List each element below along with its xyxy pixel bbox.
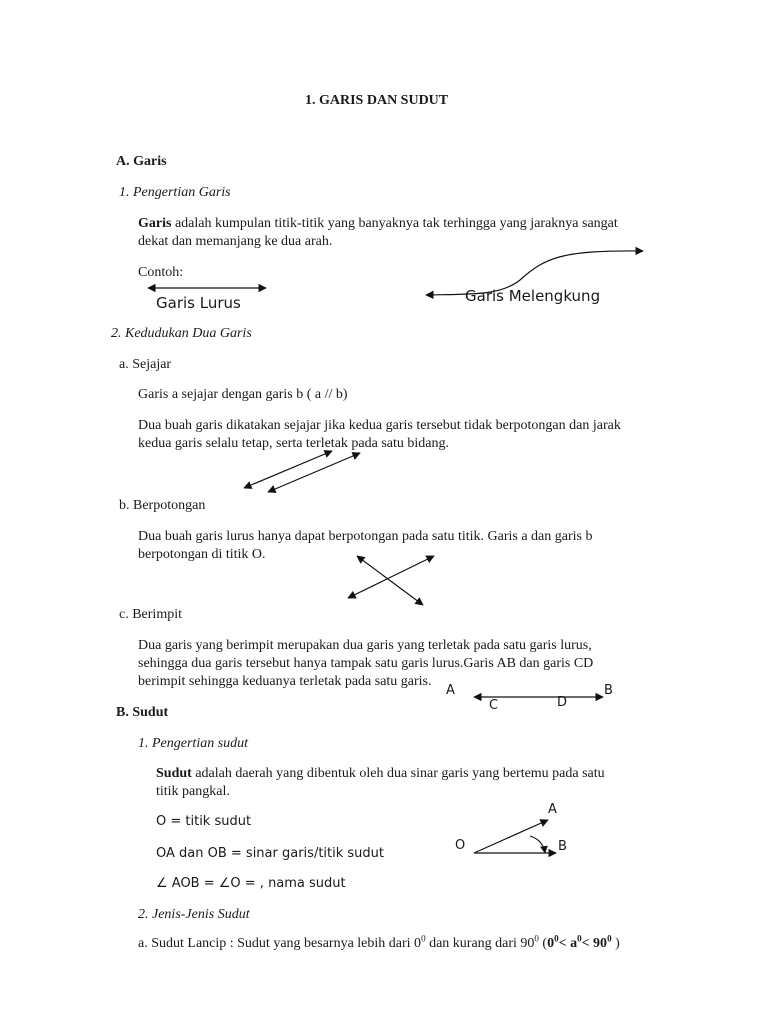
sejajar-text-2: Dua buah garis dikatakan sejajar jika kedua garis tersebut tidak berpotongan dan jarak: [138, 418, 621, 433]
ray-oa: [474, 820, 548, 853]
nama-sudut-text: ∠ AOB = ∠O = , nama sudut: [156, 876, 346, 891]
angle-point-a-label: A: [548, 802, 557, 817]
sejajar-text-1: Garis a sejajar dengan garis b ( a // b): [138, 387, 348, 402]
titik-sudut-text: O = titik sudut: [156, 814, 252, 829]
subheading-kedudukan-dua-garis: 2. Kedudukan Dua Garis: [111, 326, 252, 341]
parallel-line-a: [244, 451, 332, 488]
berpotongan-text-1: Dua buah garis lurus hanya dapat berpotongan pada satu titik. Garis a dan garis b: [138, 529, 593, 544]
page-title: 1. GARIS DAN SUDUT: [305, 93, 449, 108]
point-b-label: B: [604, 683, 613, 698]
angle-arc: [530, 836, 545, 853]
berpotongan-text-2: berpotongan di titik O.: [138, 547, 266, 562]
sejajar-label: a. Sejajar: [119, 357, 172, 372]
berimpit-text-3: berimpit sehingga keduanya terletak pada satu garis.: [138, 674, 432, 689]
lancip-sup-90: 0: [534, 933, 539, 944]
point-c-label: C: [489, 698, 499, 713]
lancip-paren-close: ): [611, 936, 620, 951]
garis-definition-text: adalah kumpulan titik-titik yang banyaknya tak terhingga yang jaraknya sangat: [171, 216, 618, 231]
sejajar-text-3: kedua garis selalu tetap, serta terletak pada satu bidang.: [138, 436, 449, 451]
point-a-label: A: [446, 683, 455, 698]
section-heading-garis: A. Garis: [116, 154, 167, 169]
lancip-text: a. Sudut Lancip : Sudut yang besarnya lebih dari 0: [138, 936, 422, 951]
berimpit-label: c. Berimpit: [119, 607, 182, 622]
point-d-label: D: [557, 695, 568, 710]
section-heading-sudut: B. Sudut: [116, 705, 169, 720]
angle-vertex-o-label: O: [455, 838, 466, 853]
lancip-mid: dan kurang dari 90: [425, 936, 535, 951]
lancip-paren-open: (: [538, 936, 548, 951]
garis-lurus-label: Garis Lurus: [156, 294, 241, 312]
sudut-definition-text: adalah daerah yang dibentuk oleh dua sinar garis yang bertemu pada satu: [191, 766, 605, 781]
subheading-pengertian-garis: 1. Pengertian Garis: [119, 185, 231, 200]
berimpit-text-2: sehingga dua garis tersebut hanya tampak satu garis lurus.Garis AB dan garis CD: [138, 656, 594, 671]
curved-line-example: [426, 251, 643, 295]
sudut-term: Sudut: [156, 766, 192, 781]
intersecting-line-b: [357, 556, 423, 605]
lancip-sup-0: 0: [421, 933, 426, 944]
sudut-definition-line2: titik pangkal.: [156, 784, 230, 799]
garis-term: Garis: [138, 216, 172, 231]
berimpit-text-1: Dua garis yang berimpit merupakan dua garis yang terletak pada satu garis lurus,: [138, 638, 592, 653]
garis-melengkung-label: Garis Melengkung: [465, 287, 601, 305]
lancip-formula: $0^0< a^0< 90^0$: [547, 933, 612, 951]
intersecting-line-a: [348, 556, 434, 598]
contoh-label: Contoh:: [138, 265, 184, 280]
angle-point-b-label: B: [558, 839, 567, 854]
subheading-jenis-sudut: 2. Jenis-Jenis Sudut: [138, 907, 250, 922]
garis-definition-line2: dekat dan memanjang ke dua arah.: [138, 234, 333, 249]
sinar-garis-text: OA dan OB = sinar garis/titik sudut: [156, 846, 385, 861]
berpotongan-label: b. Berpotongan: [119, 498, 206, 513]
subheading-pengertian-sudut: 1. Pengertian sudut: [138, 736, 249, 751]
